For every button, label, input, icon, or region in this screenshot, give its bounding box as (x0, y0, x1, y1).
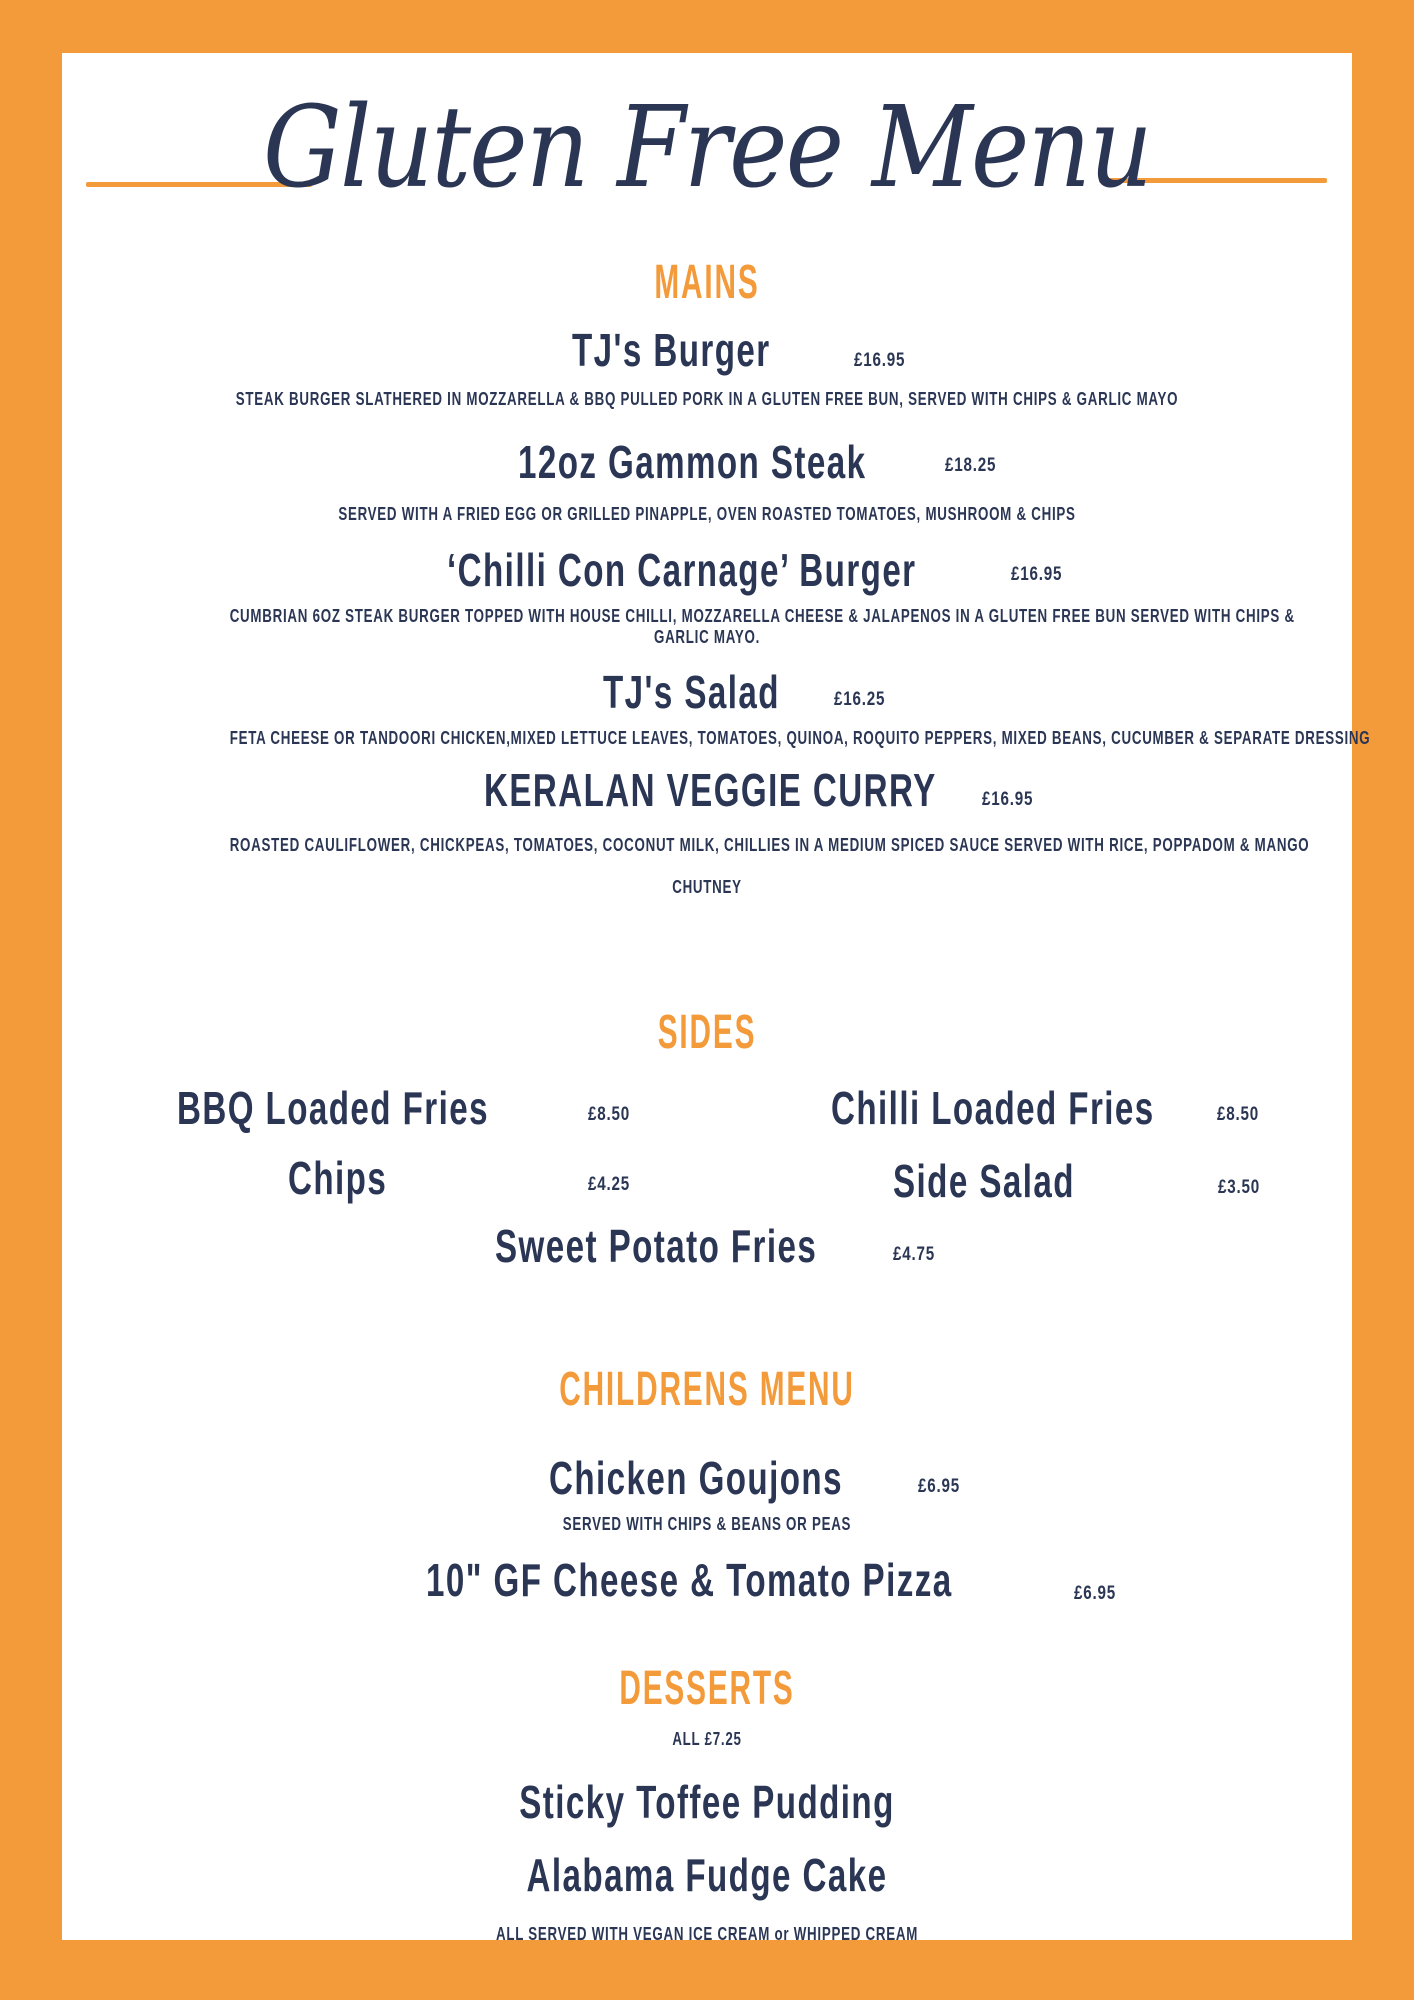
side-item-name: Chips (288, 1152, 388, 1204)
section-heading-mains: MAINS (654, 256, 760, 309)
menu-item-description: FETA CHEESE OR TANDOORI CHICKEN,MIXED LETTUCE LEAVES, TOMATOES, QUINOA, ROQUITO PEPPERS, MIXED BEANS, CUCUMBER & SEPARATE DRESSING (229, 728, 1371, 748)
menu-item-price: £16.95 (854, 350, 906, 371)
childrens-item-price: £6.95 (918, 1476, 961, 1497)
menu-item-description: SERVED WITH A FRIED EGG OR GRILLED PINAPPLE, OVEN ROASTED TOMATOES, MUSHROOM & CHIPS (338, 504, 1076, 524)
menu-item-name: KERALAN VEGGIE CURRY (484, 764, 937, 816)
menu-item-price: £16.25 (834, 689, 886, 710)
side-item-name: BBQ Loaded Fries (177, 1082, 489, 1134)
desserts-footer-note: ALL SERVED WITH VEGAN ICE CREAM or WHIPPED CREAM (495, 1924, 919, 1944)
dessert-item-name: Sticky Toffee Pudding (519, 1776, 895, 1828)
side-item-price: £8.50 (588, 1104, 631, 1125)
side-item-price: £4.75 (893, 1244, 936, 1265)
menu-item-price: £16.95 (982, 789, 1034, 810)
desserts-price-note: ALL £7.25 (672, 1729, 742, 1749)
menu-item-name: TJ's Salad (603, 666, 780, 718)
menu-item-description-continued: CHUTNEY (672, 877, 742, 897)
menu-item-description: ROASTED CAULIFLOWER, CHICKPEAS, TOMATOES, COCONUT MILK, CHILLIES IN A MEDIUM SPICED SAUCE SERVED WITH RICE, POPPADOM & MANGO (229, 835, 1310, 855)
side-item-price: £3.50 (1218, 1177, 1261, 1198)
childrens-item-name: 10" GF Cheese & Tomato Pizza (426, 1554, 953, 1606)
childrens-item-name: Chicken Goujons (549, 1452, 843, 1504)
menu-item-description: STEAK BURGER SLATHERED IN MOZZARELLA & BBQ PULLED PORK IN A GLUTEN FREE BUN, SERVED WITH CHIPS & GARLIC MAYO (235, 389, 1179, 409)
menu-item-name: 12oz Gammon Steak (518, 436, 867, 488)
menu-item-name: ‘Chilli Con Carnage’ Burger (447, 544, 917, 596)
menu-item-price: £16.95 (1011, 564, 1063, 585)
menu-item-price: £18.25 (945, 455, 997, 476)
side-item-price: £4.25 (588, 1174, 631, 1195)
side-item-name: Sweet Potato Fries (495, 1220, 818, 1272)
childrens-item-price: £6.95 (1074, 1583, 1117, 1604)
childrens-item-description: SERVED WITH CHIPS & BEANS OR PEAS (562, 1514, 852, 1534)
menu-item-name: TJ's Burger (572, 324, 771, 376)
menu-item-description-continued: GARLIC MAYO. (653, 627, 761, 647)
menu-item-description: CUMBRIAN 6OZ STEAK BURGER TOPPED WITH HOUSE CHILLI, MOZZARELLA CHEESE & JALAPENOS IN A GLUTEN FREE BUN SERVED WITH CHIPS & (229, 606, 1295, 626)
side-item-name: Side Salad (893, 1155, 1075, 1207)
menu-sheet (62, 53, 1371, 1944)
section-heading-childrens: CHILDRENS MENU (559, 1363, 855, 1416)
dessert-item-name: Alabama Fudge Cake (526, 1849, 888, 1901)
section-heading-sides: SIDES (657, 1006, 757, 1059)
menu-title: Gluten Free Menu (262, 83, 1152, 213)
side-item-name: Chilli Loaded Fries (831, 1082, 1155, 1134)
section-heading-desserts: DESSERTS (619, 1662, 795, 1715)
side-item-price: £8.50 (1217, 1104, 1260, 1125)
